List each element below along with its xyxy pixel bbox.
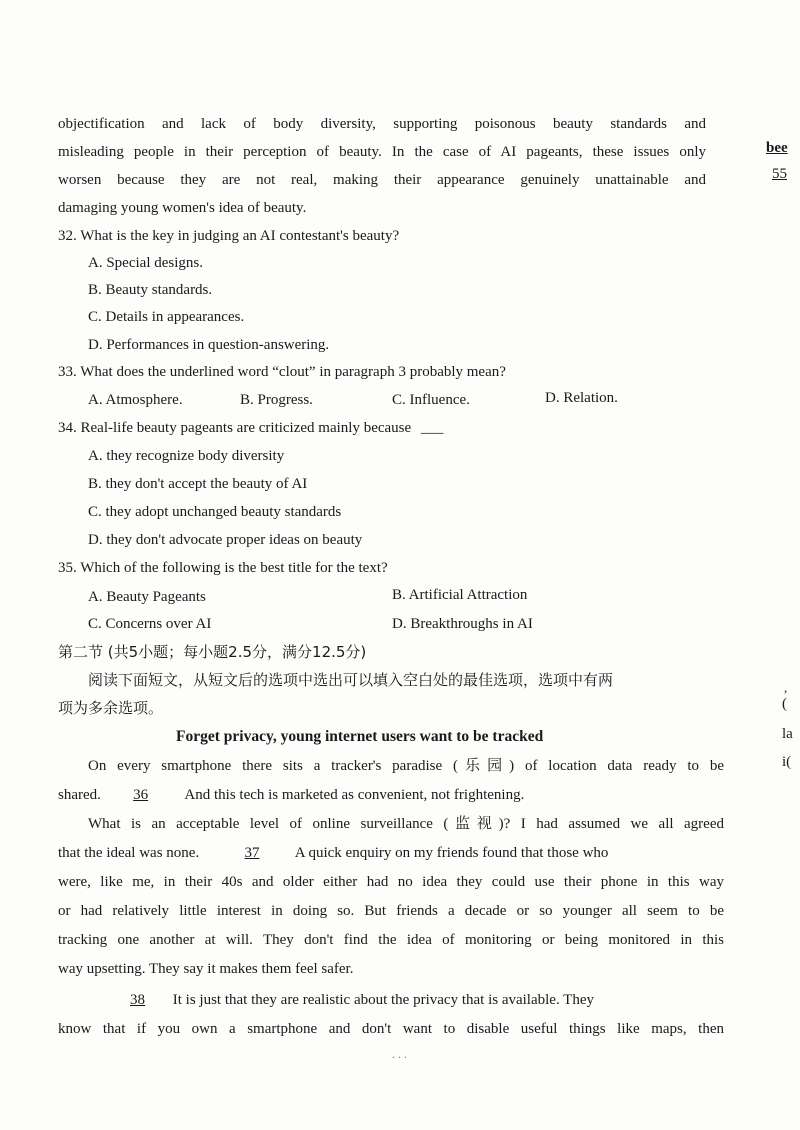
q34-option-b: B. they don't accept the beauty of AI bbox=[88, 476, 308, 492]
section2-header: 第二节 (共5小题；每小题2.5分，满分12.5分) bbox=[58, 643, 367, 661]
p3-text-b: It is just that they are realistic about the privacy that is available. They bbox=[172, 992, 595, 1008]
q33-option-b: B. Progress. bbox=[240, 392, 313, 408]
q34-option-c: C. they adopt unchanged beauty standards bbox=[88, 504, 342, 520]
q34-option-d: D. they don't advocate proper ideas on beauty bbox=[88, 532, 363, 548]
article-p3-line-1 bbox=[88, 990, 724, 1010]
q34-blank: ___ bbox=[420, 420, 444, 436]
blank-37: 37 bbox=[244, 845, 260, 861]
blank-38: 38 bbox=[130, 992, 145, 1008]
margin-note-top-1: bee bbox=[766, 140, 788, 156]
article-p2-line-5: tracking one another at will. They don't find the idea of monitoring or being monitored in this bbox=[58, 932, 724, 948]
q33-stem: 33. What does the underlined word “clout” in paragraph 3 probably mean? bbox=[58, 364, 506, 380]
article-p1-line-2 bbox=[58, 785, 524, 805]
q35-stem: 35. Which of the following is the best title for the text? bbox=[58, 560, 388, 576]
margin-note-mid-4: i( bbox=[782, 754, 792, 770]
p2-text-b: A quick enquiry on my friends found that those who bbox=[294, 845, 609, 861]
section2-instruction-1: 阅读下面短文，从短文后的选项中选出可以填入空白处的最佳选项，选项中有两 bbox=[88, 671, 614, 689]
q35-option-a: A. Beauty Pageants bbox=[88, 589, 206, 605]
passage-line-2: misleading people in their perception of beauty. In the case of AI pageants, these issues only bbox=[58, 144, 706, 160]
q32-option-b: B. Beauty standards. bbox=[88, 282, 213, 298]
margin-note-top-2: 55 bbox=[772, 166, 787, 182]
passage-line-4: damaging young women's idea of beauty. bbox=[58, 200, 307, 216]
article-p2-line-4: or had relatively little interest in doing so. But friends a decade or so younger all seem to be bbox=[58, 903, 724, 919]
section2-instruction-2: 项为多余选项。 bbox=[58, 699, 164, 717]
q34-stem bbox=[58, 418, 443, 438]
q34-option-a: A. they recognize body diversity bbox=[88, 448, 285, 464]
q32-option-c: C. Details in appearances. bbox=[88, 309, 245, 325]
q32-option-a: A. Special designs. bbox=[88, 255, 203, 271]
p2-text-a: that the ideal was none. bbox=[58, 845, 200, 861]
blank-36: 36 bbox=[133, 787, 149, 803]
article-p2-line-3: were, like me, in their 40s and older either had no idea they could use their phone in this way bbox=[58, 874, 724, 890]
margin-note-mid-1: , bbox=[784, 680, 788, 695]
q34-stem-text: 34. Real-life beauty pageants are criticized mainly because bbox=[58, 420, 412, 436]
q32-option-d: D. Performances in question-answering. bbox=[88, 337, 330, 353]
q33-option-d: D. Relation. bbox=[545, 390, 618, 406]
article-p1-line-1: On every smartphone there sits a tracker's paradise (乐园) of location data ready to be bbox=[88, 758, 724, 774]
q35-option-b: B. Artificial Attraction bbox=[392, 587, 528, 603]
q33-option-a: A. Atmosphere. bbox=[88, 392, 183, 408]
q33-option-c: C. Influence. bbox=[392, 392, 470, 408]
article-p2-line-6: way upsetting. They say it makes them feel safer. bbox=[58, 961, 354, 977]
article-p2-line-1: What is an acceptable level of online surveillance (监视)? I had assumed we all agreed bbox=[88, 816, 724, 832]
article-p2-line-2 bbox=[58, 843, 608, 863]
footer-dots: . . . bbox=[392, 1047, 407, 1061]
passage-line-3: worsen because they are not real, making their appearance genuinely unattainable and bbox=[58, 172, 706, 188]
passage-line-1: objectification and lack of body diversity, supporting poisonous beauty standards and bbox=[58, 116, 706, 132]
q35-option-d: D. Breakthroughs in AI bbox=[392, 616, 533, 632]
q35-option-c: C. Concerns over AI bbox=[88, 616, 212, 632]
margin-note-mid-2: ( bbox=[782, 696, 787, 712]
q32-stem: 32. What is the key in judging an AI contestant's beauty? bbox=[58, 228, 400, 244]
margin-note-mid-3: la bbox=[782, 726, 793, 742]
article-p3-line-2: know that if you own a smartphone and don't want to disable useful things like maps, then bbox=[58, 1021, 724, 1037]
p1-text-a: shared. bbox=[58, 787, 101, 803]
article-title: Forget privacy, young internet users want to be tracked bbox=[176, 728, 544, 745]
p1-text-b: And this tech is marketed as convenient, not frightening. bbox=[184, 787, 525, 803]
